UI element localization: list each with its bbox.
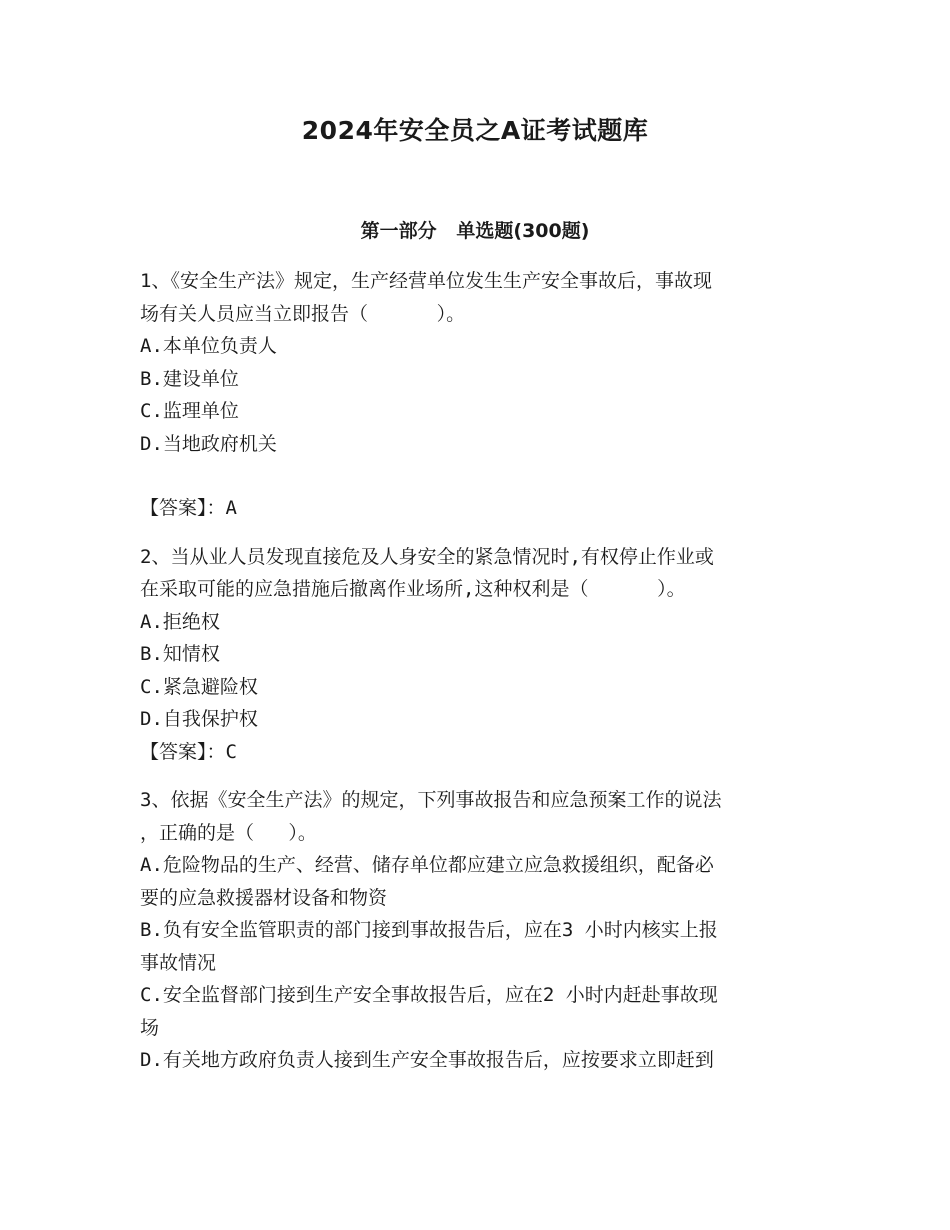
question-list (140, 265, 812, 1077)
option-a-line: 要的应急救援器材设备和物资 (140, 886, 388, 909)
question-stem-line: 2、当从业人员发现直接危及人身安全的紧急情况时,有权停止作业或 (140, 545, 714, 568)
question-1 (140, 265, 812, 525)
question-stem-line: 1、《安全生产法》规定，生产经营单位发生生产安全事故后，事故现 (140, 270, 712, 292)
question-stem-line: 3、依据《安全生产法》的规定，下列事故报告和应急预案工作的说法 (140, 789, 722, 811)
question-stem-line: 场有关人员应当立即报告（ ）。 (140, 302, 466, 325)
option-a: A.本单位负责人 (140, 335, 277, 357)
answer-label: 【答案】： (140, 740, 226, 763)
option-b-line: 事故情况 (140, 951, 217, 974)
option-d-line: D.有关地方政府负责人接到生产安全事故报告后，应按要求立即赶到 (140, 1049, 714, 1071)
answer-value: A (225, 497, 237, 519)
answer-value: C (225, 740, 237, 763)
document-title: 2024年安全员之A证考试题库 (301, 116, 649, 145)
option-b: B.知情权 (140, 643, 220, 665)
option-d: D.自我保护权 (140, 708, 258, 730)
option-b: B.建设单位 (140, 367, 239, 390)
question-stem-line: ，正确的是（ ）。 (140, 821, 317, 844)
section-heading: 第一部分 单选题(300题) (360, 220, 590, 242)
option-c: C.监理单位 (140, 400, 239, 422)
answer-label: 【答案】： (140, 497, 226, 519)
option-c: C.紧急避险权 (140, 675, 258, 698)
question-stem-line: 在采取可能的应急措施后撤离作业场所,这种权利是（ ）。 (140, 578, 686, 600)
option-b-line: B.负有安全监管职责的部门接到事故报告后，应在3 小时内核实上报 (140, 919, 718, 941)
answer-line (140, 492, 812, 525)
option-d: D.当地政府机关 (140, 432, 277, 455)
option-a: A.拒绝权 (140, 610, 220, 633)
option-c-line: 场 (140, 1016, 160, 1039)
question-2 (140, 541, 812, 769)
option-c-line: C.安全监督部门接到生产安全事故报告后，应在2 小时内赶赴事故现 (140, 984, 718, 1006)
option-a-line: A.危险物品的生产、经营、储存单位都应建立应急救援组织，配备必 (140, 854, 714, 876)
question-3 (140, 784, 812, 1077)
answer-line (140, 736, 812, 769)
